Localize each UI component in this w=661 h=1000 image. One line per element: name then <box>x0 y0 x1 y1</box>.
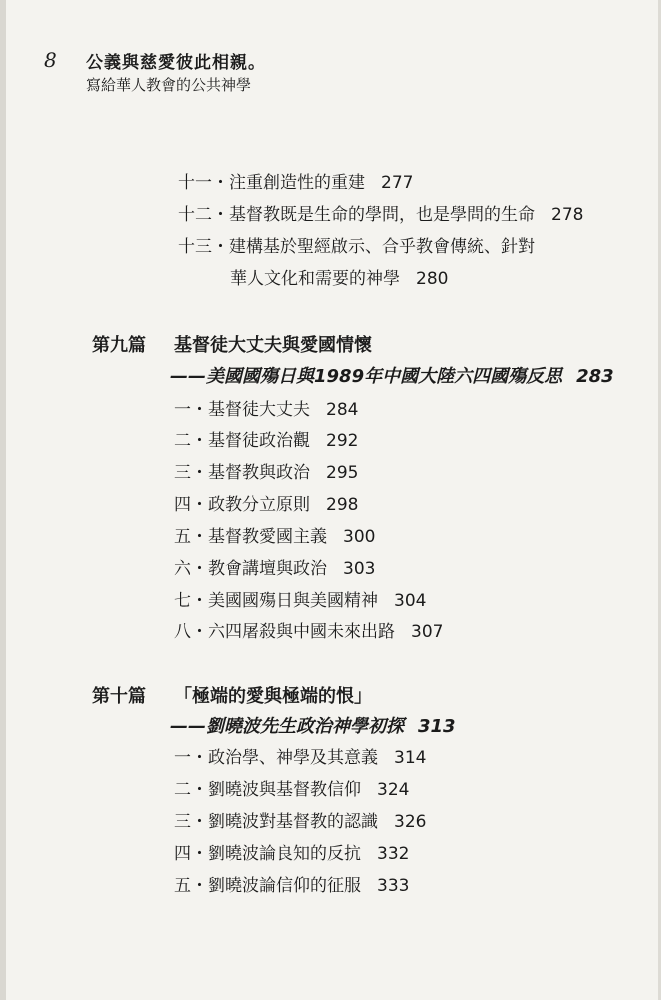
toc-entry-page: 333 <box>377 876 410 896</box>
toc-entry <box>174 810 426 834</box>
toc-entry <box>174 557 375 581</box>
part-heading <box>92 684 372 710</box>
toc-entry-page: 298 <box>326 495 359 515</box>
toc-entry <box>178 171 413 195</box>
part-number: 第十篇 <box>92 686 146 707</box>
toc-entry <box>174 398 358 422</box>
part-subtitle-page: 283 <box>576 366 614 387</box>
page-edge-left <box>0 0 6 1000</box>
part-subtitle <box>170 364 614 390</box>
toc-entry <box>178 235 535 259</box>
toc-entry <box>178 203 583 227</box>
page-number: 8 <box>44 48 57 72</box>
toc-entry <box>174 461 358 485</box>
toc-entry <box>174 589 426 613</box>
toc-entry-label: 四・政教分立原則 <box>174 495 310 515</box>
part-title: 「極端的愛與極端的恨」 <box>174 686 372 707</box>
toc-entry-label: 一・政治學、神學及其意義 <box>174 748 378 768</box>
toc-entry-label: 十三・建構基於聖經啟示、合乎教會傳統、針對 <box>178 237 535 257</box>
toc-entry-page: 307 <box>411 622 444 642</box>
part-subtitle <box>170 714 456 740</box>
toc-entry <box>174 746 426 770</box>
toc-entry-label: 七・美國國殤日與美國精神 <box>174 591 378 611</box>
toc-entry-page: 304 <box>394 591 427 611</box>
book-title: 公義與慈愛彼此相親。 <box>86 53 266 73</box>
toc-entry-label: 三・基督教與政治 <box>174 463 310 483</box>
toc-entry-label: 五・基督教愛國主義 <box>174 527 327 547</box>
toc-entry <box>174 525 375 549</box>
part-heading <box>92 333 372 359</box>
toc-entry-label: 六・教會講壇與政治 <box>174 559 327 579</box>
toc-entry-label: 四・劉曉波論良知的反抗 <box>174 844 361 864</box>
toc-entry <box>174 778 409 802</box>
part-title: 基督徒大丈夫與愛國情懷 <box>174 335 372 356</box>
part-subtitle-text: ——美國國殤日與1989年中國大陸六四國殤反思 <box>170 366 563 387</box>
toc-entry-page: 284 <box>326 400 359 420</box>
toc-entry-page: 324 <box>377 780 410 800</box>
toc-entry-label: 三・劉曉波對基督教的認識 <box>174 812 378 832</box>
toc-entry-page: 277 <box>381 173 414 193</box>
toc-entry-label: 十一・注重創造性的重建 <box>178 173 365 193</box>
toc-entry <box>174 874 409 898</box>
toc-entry <box>174 429 358 453</box>
toc-entry <box>174 620 443 644</box>
toc-entry-label: 華人文化和需要的神學 <box>230 269 400 289</box>
toc-entry-label: 一・基督徒大丈夫 <box>174 400 310 420</box>
toc-entry-page: 314 <box>394 748 427 768</box>
toc-entry-label: 八・六四屠殺與中國未來出路 <box>174 622 395 642</box>
toc-entry-page: 292 <box>326 431 359 451</box>
toc-entry-page: 278 <box>551 205 584 225</box>
toc-entry <box>174 493 358 517</box>
toc-entry <box>174 842 409 866</box>
toc-entry-label: 二・基督徒政治觀 <box>174 431 310 451</box>
toc-entry-page: 303 <box>343 559 376 579</box>
toc-entry-page: 332 <box>377 844 410 864</box>
toc-entry-page: 280 <box>416 269 449 289</box>
toc-entry-page: 300 <box>343 527 376 547</box>
part-subtitle-text: ——劉曉波先生政治神學初探 <box>170 716 404 737</box>
toc-entry-continuation <box>230 267 448 291</box>
toc-entry-label: 五・劉曉波論信仰的征服 <box>174 876 361 896</box>
toc-entry-label: 十二・基督教既是生命的學問，也是學問的生命 <box>178 205 535 225</box>
part-subtitle-page: 313 <box>418 716 456 737</box>
book-subtitle: 寫給華人教會的公共神學 <box>86 76 252 94</box>
toc-entry-page: 295 <box>326 463 359 483</box>
toc-entry-label: 二・劉曉波與基督教信仰 <box>174 780 361 800</box>
part-number: 第九篇 <box>92 335 146 356</box>
toc-entry-page: 326 <box>394 812 427 832</box>
